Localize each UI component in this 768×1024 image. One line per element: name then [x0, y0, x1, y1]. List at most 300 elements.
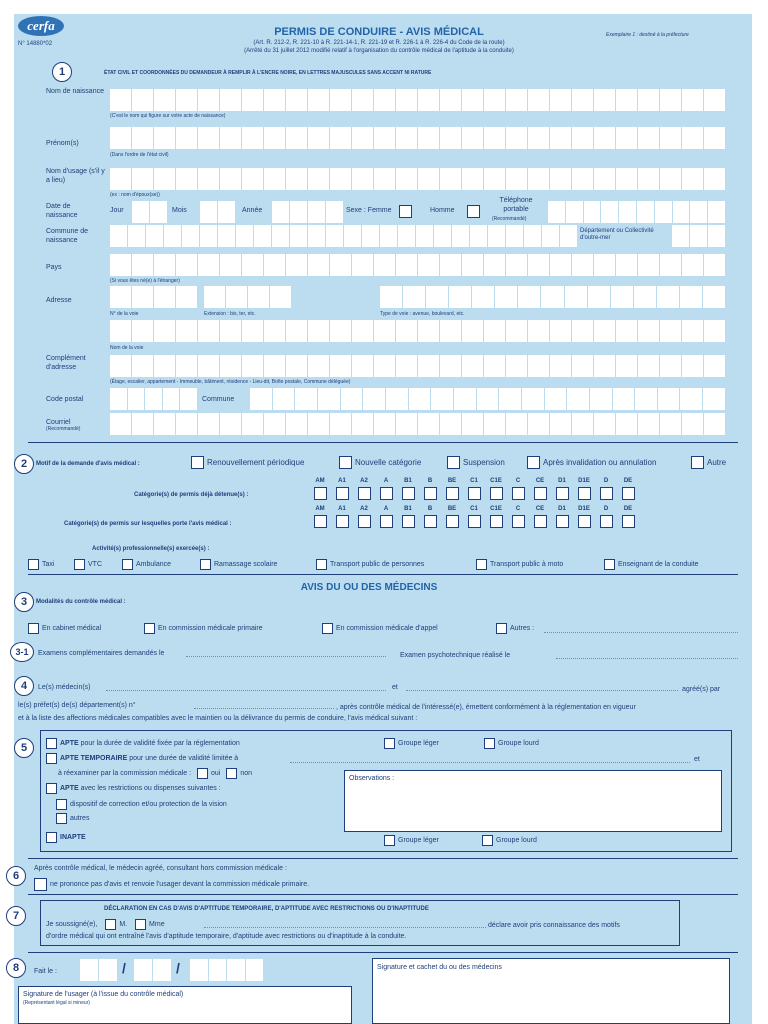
- char-cell[interactable]: [499, 388, 522, 410]
- char-cell[interactable]: [682, 168, 704, 190]
- char-cell[interactable]: [264, 254, 286, 276]
- char-cell[interactable]: [518, 286, 541, 308]
- char-cell[interactable]: [308, 201, 326, 223]
- checkbox-m[interactable]: [105, 919, 116, 930]
- char-cell[interactable]: [380, 225, 398, 247]
- char-cell[interactable]: [550, 320, 572, 342]
- char-cell[interactable]: [638, 320, 660, 342]
- char-cell[interactable]: [396, 355, 418, 377]
- checkbox-transport-personnes[interactable]: [316, 559, 327, 570]
- char-cell[interactable]: [242, 168, 264, 190]
- char-cell[interactable]: [176, 413, 198, 435]
- char-cell[interactable]: [110, 127, 132, 149]
- char-cell[interactable]: [176, 254, 198, 276]
- char-cell[interactable]: [204, 286, 226, 308]
- char-cell[interactable]: [220, 127, 242, 149]
- char-cell[interactable]: [682, 320, 704, 342]
- char-cell[interactable]: [484, 89, 506, 111]
- char-cell[interactable]: [572, 413, 594, 435]
- checkbox-homme[interactable]: [467, 205, 480, 218]
- char-cell[interactable]: [153, 959, 172, 981]
- char-cell[interactable]: [440, 89, 462, 111]
- checkbox-apte-groupe-leger[interactable]: [384, 738, 395, 749]
- checkbox-mme[interactable]: [135, 919, 146, 930]
- char-cell[interactable]: [326, 201, 344, 223]
- char-cell[interactable]: [542, 225, 560, 247]
- char-cell[interactable]: [290, 225, 308, 247]
- char-cell[interactable]: [462, 355, 484, 377]
- char-cell[interactable]: [198, 168, 220, 190]
- char-cell[interactable]: [418, 320, 440, 342]
- char-cell[interactable]: [506, 225, 524, 247]
- char-cell[interactable]: [635, 388, 658, 410]
- checkbox-detenue-c1[interactable]: [468, 487, 481, 500]
- char-cell[interactable]: [426, 286, 449, 308]
- char-cell[interactable]: [374, 413, 396, 435]
- char-cell[interactable]: [528, 89, 550, 111]
- char-cell[interactable]: [638, 168, 660, 190]
- char-cell[interactable]: [110, 286, 132, 308]
- checkbox-avis-be[interactable]: [446, 515, 459, 528]
- char-cell[interactable]: [594, 168, 616, 190]
- checkbox-avis-a[interactable]: [380, 515, 393, 528]
- char-cell[interactable]: [660, 254, 682, 276]
- char-cell[interactable]: [264, 320, 286, 342]
- checkbox-renouvellement[interactable]: [191, 456, 204, 469]
- examens-date-line[interactable]: [186, 656, 386, 657]
- char-cell[interactable]: [242, 413, 264, 435]
- char-cell[interactable]: [506, 320, 528, 342]
- char-cell[interactable]: [660, 89, 682, 111]
- char-cell[interactable]: [286, 89, 308, 111]
- checkbox-apte-restrictions[interactable]: [46, 783, 57, 794]
- char-cell[interactable]: [396, 168, 418, 190]
- code-postal-input[interactable]: [110, 388, 198, 410]
- checkbox-oui[interactable]: [197, 768, 208, 779]
- char-cell[interactable]: [708, 201, 726, 223]
- char-cell[interactable]: [374, 320, 396, 342]
- char-cell[interactable]: [250, 388, 273, 410]
- nom-naissance-input[interactable]: [110, 89, 726, 111]
- char-cell[interactable]: [264, 413, 286, 435]
- char-cell[interactable]: [616, 355, 638, 377]
- char-cell[interactable]: [550, 355, 572, 377]
- char-cell[interactable]: [506, 127, 528, 149]
- soussigne-name-line[interactable]: [204, 927, 486, 928]
- char-cell[interactable]: [524, 225, 542, 247]
- char-cell[interactable]: [308, 225, 326, 247]
- char-cell[interactable]: [418, 89, 440, 111]
- char-cell[interactable]: [638, 413, 660, 435]
- char-cell[interactable]: [132, 286, 154, 308]
- char-cell[interactable]: [154, 168, 176, 190]
- checkbox-detenue-ce[interactable]: [534, 487, 547, 500]
- psycho-date-line[interactable]: [556, 658, 738, 659]
- char-cell[interactable]: [616, 168, 638, 190]
- char-cell[interactable]: [132, 201, 150, 223]
- char-cell[interactable]: [704, 413, 726, 435]
- char-cell[interactable]: [386, 388, 409, 410]
- courriel-input[interactable]: [110, 413, 726, 435]
- char-cell[interactable]: [352, 413, 374, 435]
- char-cell[interactable]: [176, 89, 198, 111]
- modalite-commission-appel[interactable]: [322, 623, 438, 634]
- char-cell[interactable]: [132, 320, 154, 342]
- char-cell[interactable]: [154, 254, 176, 276]
- signature-medecins-box[interactable]: [372, 958, 730, 1024]
- checkbox-taxi[interactable]: [28, 559, 39, 570]
- char-cell[interactable]: [374, 89, 396, 111]
- char-cell[interactable]: [638, 89, 660, 111]
- char-cell[interactable]: [655, 201, 673, 223]
- char-cell[interactable]: [462, 168, 484, 190]
- char-cell[interactable]: [330, 320, 352, 342]
- modalite-autres[interactable]: [496, 623, 534, 634]
- char-cell[interactable]: [190, 959, 209, 981]
- char-cell[interactable]: [470, 225, 488, 247]
- char-cell[interactable]: [286, 168, 308, 190]
- char-cell[interactable]: [272, 225, 290, 247]
- activite-ramassage[interactable]: [200, 559, 277, 570]
- char-cell[interactable]: [506, 413, 528, 435]
- checkbox-avis-d1[interactable]: [556, 515, 569, 528]
- char-cell[interactable]: [326, 225, 344, 247]
- checkbox-femme[interactable]: [399, 205, 412, 218]
- autres-modalite-line[interactable]: [544, 632, 738, 633]
- char-cell[interactable]: [220, 355, 242, 377]
- checkbox-apte[interactable]: [46, 738, 57, 749]
- char-cell[interactable]: [704, 127, 726, 149]
- checkbox-enseignant[interactable]: [604, 559, 615, 570]
- activite-transport-personnes[interactable]: [316, 559, 424, 570]
- char-cell[interactable]: [619, 201, 637, 223]
- char-cell[interactable]: [545, 388, 568, 410]
- checkbox-non[interactable]: [226, 768, 237, 779]
- char-cell[interactable]: [572, 127, 594, 149]
- checkbox-detenue-b1[interactable]: [402, 487, 415, 500]
- char-cell[interactable]: [680, 286, 703, 308]
- char-cell[interactable]: [154, 355, 176, 377]
- checkbox-detenue-b[interactable]: [424, 487, 437, 500]
- modalite-commission-primaire[interactable]: [144, 623, 263, 634]
- char-cell[interactable]: [611, 286, 634, 308]
- char-cell[interactable]: [80, 959, 99, 981]
- duree-validite-line[interactable]: [290, 762, 690, 763]
- char-cell[interactable]: [484, 254, 506, 276]
- char-cell[interactable]: [198, 254, 220, 276]
- char-cell[interactable]: [150, 201, 168, 223]
- char-cell[interactable]: [242, 127, 264, 149]
- checkbox-renvoi-commission[interactable]: [34, 878, 47, 891]
- char-cell[interactable]: [616, 320, 638, 342]
- char-cell[interactable]: [132, 168, 154, 190]
- char-cell[interactable]: [352, 254, 374, 276]
- char-cell[interactable]: [248, 286, 270, 308]
- activite-vtc[interactable]: [74, 559, 102, 570]
- char-cell[interactable]: [218, 225, 236, 247]
- char-cell[interactable]: [134, 959, 153, 981]
- char-cell[interactable]: [374, 127, 396, 149]
- char-cell[interactable]: [682, 254, 704, 276]
- char-cell[interactable]: [164, 225, 182, 247]
- checkbox-detenue-a[interactable]: [380, 487, 393, 500]
- char-cell[interactable]: [616, 89, 638, 111]
- char-cell[interactable]: [440, 355, 462, 377]
- checkbox-avis-ce[interactable]: [534, 515, 547, 528]
- checkbox-inapte[interactable]: [46, 832, 57, 843]
- char-cell[interactable]: [176, 320, 198, 342]
- char-cell[interactable]: [352, 320, 374, 342]
- char-cell[interactable]: [703, 388, 726, 410]
- char-cell[interactable]: [660, 168, 682, 190]
- char-cell[interactable]: [110, 355, 132, 377]
- checkbox-detenue-d1e[interactable]: [578, 487, 591, 500]
- char-cell[interactable]: [462, 413, 484, 435]
- char-cell[interactable]: [110, 254, 132, 276]
- char-cell[interactable]: [286, 413, 308, 435]
- char-cell[interactable]: [352, 127, 374, 149]
- char-cell[interactable]: [163, 388, 181, 410]
- checkbox-avis-a2[interactable]: [358, 515, 371, 528]
- char-cell[interactable]: [506, 355, 528, 377]
- checkbox-detenue-a1[interactable]: [336, 487, 349, 500]
- char-cell[interactable]: [264, 168, 286, 190]
- char-cell[interactable]: [584, 201, 602, 223]
- checkbox-nouvelle-categorie[interactable]: [339, 456, 352, 469]
- char-cell[interactable]: [682, 413, 704, 435]
- activite-ambulance[interactable]: [122, 559, 171, 570]
- departements-line[interactable]: [194, 708, 334, 709]
- char-cell[interactable]: [672, 225, 690, 247]
- char-cell[interactable]: [708, 225, 726, 247]
- char-cell[interactable]: [308, 254, 330, 276]
- char-cell[interactable]: [541, 286, 564, 308]
- checkbox-avis-c1[interactable]: [468, 515, 481, 528]
- char-cell[interactable]: [362, 225, 380, 247]
- char-cell[interactable]: [616, 413, 638, 435]
- char-cell[interactable]: [638, 355, 660, 377]
- char-cell[interactable]: [380, 286, 403, 308]
- char-cell[interactable]: [452, 225, 470, 247]
- char-cell[interactable]: [462, 89, 484, 111]
- checkbox-commission-primaire[interactable]: [144, 623, 155, 634]
- char-cell[interactable]: [454, 388, 477, 410]
- char-cell[interactable]: [344, 225, 362, 247]
- char-cell[interactable]: [242, 254, 264, 276]
- char-cell[interactable]: [286, 320, 308, 342]
- char-cell[interactable]: [704, 89, 726, 111]
- char-cell[interactable]: [330, 254, 352, 276]
- checkbox-autres-restrictions[interactable]: [56, 813, 67, 824]
- char-cell[interactable]: [594, 355, 616, 377]
- extension-input[interactable]: [204, 286, 292, 308]
- char-cell[interactable]: [594, 413, 616, 435]
- char-cell[interactable]: [418, 413, 440, 435]
- char-cell[interactable]: [308, 127, 330, 149]
- char-cell[interactable]: [484, 168, 506, 190]
- char-cell[interactable]: [154, 127, 176, 149]
- char-cell[interactable]: [660, 355, 682, 377]
- departement-input[interactable]: [672, 225, 726, 247]
- checkbox-detenue-am[interactable]: [314, 487, 327, 500]
- checkbox-detenue-a2[interactable]: [358, 487, 371, 500]
- char-cell[interactable]: [660, 413, 682, 435]
- checkbox-inapte-groupe-leger[interactable]: [384, 835, 395, 846]
- char-cell[interactable]: [440, 254, 462, 276]
- char-cell[interactable]: [154, 320, 176, 342]
- char-cell[interactable]: [352, 89, 374, 111]
- char-cell[interactable]: [286, 355, 308, 377]
- char-cell[interactable]: [352, 355, 374, 377]
- char-cell[interactable]: [572, 320, 594, 342]
- checkbox-commission-appel[interactable]: [322, 623, 333, 634]
- char-cell[interactable]: [572, 168, 594, 190]
- char-cell[interactable]: [682, 127, 704, 149]
- char-cell[interactable]: [590, 388, 613, 410]
- char-cell[interactable]: [418, 127, 440, 149]
- char-cell[interactable]: [403, 286, 426, 308]
- fait-le-jour-input[interactable]: [80, 959, 118, 981]
- char-cell[interactable]: [200, 225, 218, 247]
- char-cell[interactable]: [374, 355, 396, 377]
- char-cell[interactable]: [330, 168, 352, 190]
- char-cell[interactable]: [431, 388, 454, 410]
- char-cell[interactable]: [409, 388, 432, 410]
- char-cell[interactable]: [254, 225, 272, 247]
- char-cell[interactable]: [657, 286, 680, 308]
- medecin-1-line[interactable]: [106, 690, 386, 691]
- char-cell[interactable]: [396, 413, 418, 435]
- mois-input[interactable]: [200, 201, 236, 223]
- char-cell[interactable]: [416, 225, 434, 247]
- char-cell[interactable]: [462, 127, 484, 149]
- char-cell[interactable]: [594, 320, 616, 342]
- checkbox-detenue-d[interactable]: [600, 487, 613, 500]
- char-cell[interactable]: [594, 127, 616, 149]
- char-cell[interactable]: [286, 127, 308, 149]
- char-cell[interactable]: [220, 413, 242, 435]
- char-cell[interactable]: [506, 254, 528, 276]
- char-cell[interactable]: [182, 225, 200, 247]
- checkbox-avis-b[interactable]: [424, 515, 437, 528]
- checkbox-detenue-de[interactable]: [622, 487, 635, 500]
- char-cell[interactable]: [209, 959, 228, 981]
- char-cell[interactable]: [690, 225, 708, 247]
- no-voie-input[interactable]: [110, 286, 198, 308]
- char-cell[interactable]: [154, 89, 176, 111]
- checkbox-suspension[interactable]: [447, 456, 460, 469]
- char-cell[interactable]: [484, 127, 506, 149]
- char-cell[interactable]: [99, 959, 118, 981]
- char-cell[interactable]: [658, 388, 681, 410]
- char-cell[interactable]: [180, 388, 198, 410]
- char-cell[interactable]: [472, 286, 495, 308]
- char-cell[interactable]: [352, 168, 374, 190]
- checkbox-ramassage[interactable]: [200, 559, 211, 570]
- char-cell[interactable]: [560, 225, 578, 247]
- char-cell[interactable]: [295, 388, 318, 410]
- checkbox-avis-d[interactable]: [600, 515, 613, 528]
- char-cell[interactable]: [308, 320, 330, 342]
- char-cell[interactable]: [550, 89, 572, 111]
- char-cell[interactable]: [660, 127, 682, 149]
- char-cell[interactable]: [396, 254, 418, 276]
- char-cell[interactable]: [330, 89, 352, 111]
- char-cell[interactable]: [637, 201, 655, 223]
- char-cell[interactable]: [572, 355, 594, 377]
- char-cell[interactable]: [198, 355, 220, 377]
- char-cell[interactable]: [242, 355, 264, 377]
- char-cell[interactable]: [440, 413, 462, 435]
- nom-usage-input[interactable]: [110, 168, 726, 190]
- char-cell[interactable]: [176, 355, 198, 377]
- char-cell[interactable]: [308, 413, 330, 435]
- char-cell[interactable]: [246, 959, 265, 981]
- char-cell[interactable]: [110, 89, 132, 111]
- char-cell[interactable]: [616, 127, 638, 149]
- checkbox-vtc[interactable]: [74, 559, 85, 570]
- char-cell[interactable]: [318, 388, 341, 410]
- char-cell[interactable]: [264, 89, 286, 111]
- annee-input[interactable]: [272, 201, 344, 223]
- checkbox-autre[interactable]: [691, 456, 704, 469]
- char-cell[interactable]: [272, 201, 290, 223]
- char-cell[interactable]: [528, 127, 550, 149]
- pays-input[interactable]: [110, 254, 726, 276]
- type-voie-input[interactable]: [380, 286, 726, 308]
- char-cell[interactable]: [484, 320, 506, 342]
- checkbox-avis-c1e[interactable]: [490, 515, 503, 528]
- char-cell[interactable]: [572, 254, 594, 276]
- char-cell[interactable]: [550, 168, 572, 190]
- char-cell[interactable]: [176, 127, 198, 149]
- char-cell[interactable]: [506, 89, 528, 111]
- char-cell[interactable]: [703, 286, 726, 308]
- commune-input[interactable]: [250, 388, 726, 410]
- char-cell[interactable]: [462, 320, 484, 342]
- char-cell[interactable]: [528, 320, 550, 342]
- char-cell[interactable]: [396, 320, 418, 342]
- char-cell[interactable]: [264, 127, 286, 149]
- char-cell[interactable]: [128, 388, 146, 410]
- char-cell[interactable]: [396, 89, 418, 111]
- char-cell[interactable]: [477, 388, 500, 410]
- char-cell[interactable]: [200, 201, 218, 223]
- char-cell[interactable]: [440, 320, 462, 342]
- modalite-cabinet[interactable]: [28, 623, 101, 634]
- medecin-2-line[interactable]: [406, 690, 678, 691]
- char-cell[interactable]: [198, 89, 220, 111]
- char-cell[interactable]: [594, 89, 616, 111]
- char-cell[interactable]: [418, 355, 440, 377]
- char-cell[interactable]: [330, 127, 352, 149]
- telephone-input[interactable]: [548, 201, 726, 223]
- char-cell[interactable]: [110, 413, 132, 435]
- char-cell[interactable]: [242, 320, 264, 342]
- char-cell[interactable]: [132, 254, 154, 276]
- char-cell[interactable]: [682, 89, 704, 111]
- fait-le-annee-input[interactable]: [190, 959, 264, 981]
- checkbox-apte-temporaire[interactable]: [46, 753, 57, 764]
- char-cell[interactable]: [308, 89, 330, 111]
- activite-enseignant[interactable]: [604, 559, 699, 570]
- char-cell[interactable]: [154, 286, 176, 308]
- nom-voie-input[interactable]: [110, 320, 726, 342]
- checkbox-avis-d1e[interactable]: [578, 515, 591, 528]
- char-cell[interactable]: [449, 286, 472, 308]
- char-cell[interactable]: [601, 201, 619, 223]
- char-cell[interactable]: [110, 168, 132, 190]
